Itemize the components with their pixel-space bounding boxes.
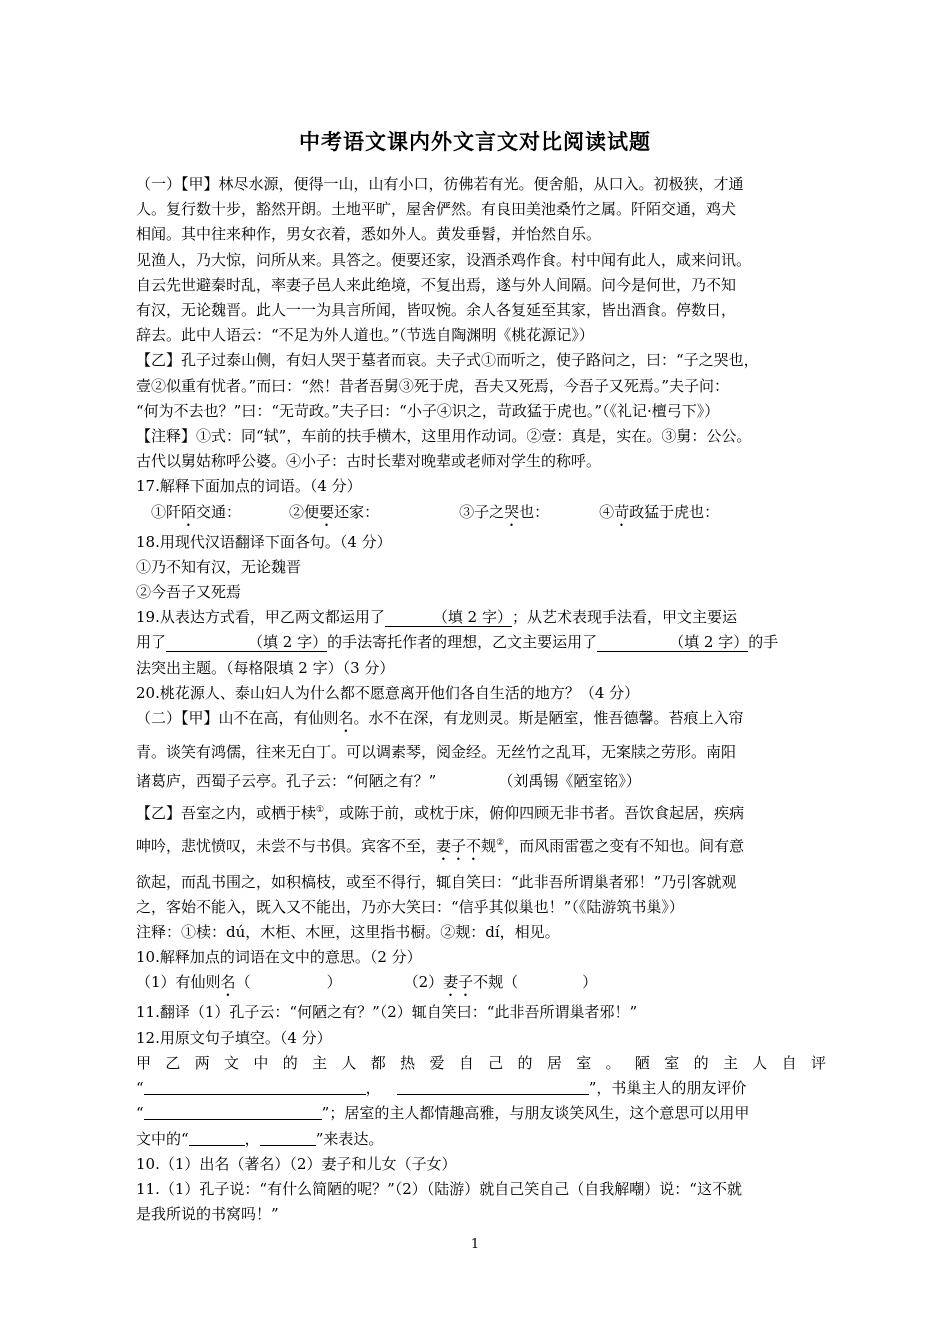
s2-jia-line: 青。谈笑有鸿儒，往来无白丁。可以调素琴，阅金经。无丝竹之乱耳，无案牍之劳形。南阳 <box>136 743 737 762</box>
question-20: 20.桃花源人、泰山妇人为什么都不愿意离开他们各自生活的地方？（4 分） <box>136 683 640 702</box>
q18-item: ①乃不知有汉，无论魏晋 <box>136 557 302 576</box>
q17-item: ②便要还家： <box>289 502 380 521</box>
answer-10: 10.（1）出名（著名）（2）妻子和儿女（子女） <box>136 1154 457 1173</box>
q18-item: ②今吾子又死焉 <box>136 583 242 602</box>
question-12: 12.用原文句子填空。（4 分） <box>136 1028 332 1047</box>
s2-jia-line: 诸葛庐，西蜀子云亭。孔子云：“何陋之有？” （刘禹锡《陋室铭》） <box>136 772 641 791</box>
s2-note: 注释：①椟：dú，木柜、木匣，这里指书橱。②觌：dí，相见。 <box>136 923 560 942</box>
question-10: 10.解释加点的词语在文中的意思。（2 分） <box>136 948 422 967</box>
answer-blank[interactable]: （填 2 字） <box>166 633 327 652</box>
answer-blank[interactable]: （填 2 字） <box>597 633 748 652</box>
question-19: 19.从表达方式看，甲乙两文都运用了 （填 2 字）；从艺术表现手法看，甲文主要运 <box>136 608 737 627</box>
s2-yi-line: 呻吟，悲忧愤叹，未尝不与书俱。宾客不至，妻子不觌②，而风雨雷雹之变有不知也。间有意 <box>136 836 745 855</box>
question-17: 17.解释下面加点的词语。（4 分） <box>136 477 362 496</box>
yi-line: 壹②似重有忧者。”而曰：“然！昔者吾舅③死于虎，吾夫又死焉，今吾子又死焉。”夫子问： <box>136 376 730 395</box>
question-19-cont: 用了 （填 2 字）的手法寄托作者的理想，乙文主要运用了 （填 2 字）的手 <box>136 633 779 652</box>
answer-blank[interactable] <box>397 1078 589 1095</box>
question-10-items: （1）有仙则名（ ） （2）妻子不觌（ ） <box>136 973 598 992</box>
s2-yi-line: 之，客始不能入，既入又不能出，乃亦大笑曰：“信乎其似巢也！”（《陆游筑书巢》） <box>136 897 684 916</box>
jia-line: 相闻。其中往来种作，男女衣着，悉如外人。黄发垂髫，并怡然自乐。 <box>136 225 602 244</box>
yi-line: “何为不去也？”曰：“无苛政。”夫子曰：“小子④识之，苛政猛于虎也。”（《礼记·檀弓下》） <box>136 401 720 420</box>
notes-line: 【注释】①式：同“轼”，车前的扶手横木，这里用作动词。②壹：真是，实在。③舅：公公。 <box>136 427 752 446</box>
answer-blank[interactable] <box>260 1129 316 1146</box>
page-title: 中考语文课内外文言文对比阅读试题 <box>299 130 651 154</box>
question-19-end: 法突出主题。（每格限填 2 字）（3 分） <box>136 658 395 677</box>
jia-line: 见渔人，乃大惊，问所从来。具答之。便要还家，设酒杀鸡作食。村中闻有此人，咸来问讯。 <box>136 250 752 269</box>
notes-line: 古代以舅姑称呼公婆。④小子：古时长辈对晚辈或老师对学生的称呼。 <box>136 452 602 471</box>
question-12-line: “ ， ”，书巢主人的朋友评价 <box>136 1079 747 1098</box>
s2-jia-line: （二）【甲】山不在高，有仙则名。水不在深，有龙则灵。斯是陋室，惟吾德馨。苔痕上入帘 <box>136 709 744 728</box>
answer-blank[interactable] <box>189 1129 245 1146</box>
question-17-items <box>136 500 826 530</box>
document-body <box>136 172 826 1227</box>
jia-line: 人。复行数十步，豁然开朗。土地平旷，屋舍俨然。有良田美池桑竹之属。阡陌交通，鸡犬 <box>136 200 737 219</box>
question-12-line: 甲乙两文中的主人都热爱自己的居室。陋室的主人自评 <box>136 1053 826 1072</box>
q17-item: ①阡陌交通： <box>151 502 242 521</box>
s2-yi-line: 欲起，而乱书围之，如积槁枝，或至不得行，辄自笑曰：“此非吾所谓巢者邪！”乃引客就观 <box>136 872 737 891</box>
q17-item: ④苛政猛于虎也： <box>599 502 720 521</box>
s2-yi-line: 【乙】吾室之内，或栖于椟①，或陈于前，或枕于床，俯仰四顾无非书者。吾饮食起居，疾病 <box>136 804 745 823</box>
page-number: 1 <box>470 1237 480 1252</box>
answer-blank[interactable] <box>144 1078 366 1095</box>
jia-line: 自云先世避秦时乱，率妻子邑人来此绝境，不复出焉，遂与外人间隔。问今是何世，乃不知 <box>136 275 737 294</box>
answer-blank[interactable]: （填 2 字） <box>385 608 512 627</box>
question-11: 11.翻译（1）孔子云：“何陋之有？”（2）辄自笑曰：“此非吾所谓巢者邪！” <box>136 1003 638 1022</box>
jia-line: 辞去。此中人语云：“不足为外人道也。”（节选自陶渊明《桃花源记》） <box>136 326 594 345</box>
answer-11: 是我所说的书窝吗！” <box>136 1205 279 1224</box>
question-12-line: 文中的“ ， ”来表达。 <box>136 1129 384 1148</box>
answer-blank[interactable] <box>144 1103 322 1120</box>
question-18: 18.用现代汉语翻译下面各句。（4 分） <box>136 532 392 551</box>
jia-line: （一）【甲】林尽水源，便得一山，山有小口，彷佛若有光。便舍船，从口入。初极狭，才通 <box>136 175 744 193</box>
yi-line: 【乙】孔子过泰山侧，有妇人哭于墓者而哀。夫子式①而听之，使子路问之，曰：“子之哭也， <box>136 351 759 370</box>
question-12-line: “ ”；居室的主人都情趣高雅，与朋友谈笑风生，这个意思可以用甲 <box>136 1104 750 1123</box>
q17-item: ③子之哭也： <box>459 502 550 521</box>
jia-line: 有汉，无论魏晋。此人一一为具言所闻，皆叹惋。余人各复延至其家，皆出酒食。停数日， <box>136 301 737 320</box>
answer-11: 11.（1）孔子说：“有什么简陋的呢？”（2）（陆游）就自己笑自己（自我解嘲）说：“这不就 <box>136 1179 742 1198</box>
